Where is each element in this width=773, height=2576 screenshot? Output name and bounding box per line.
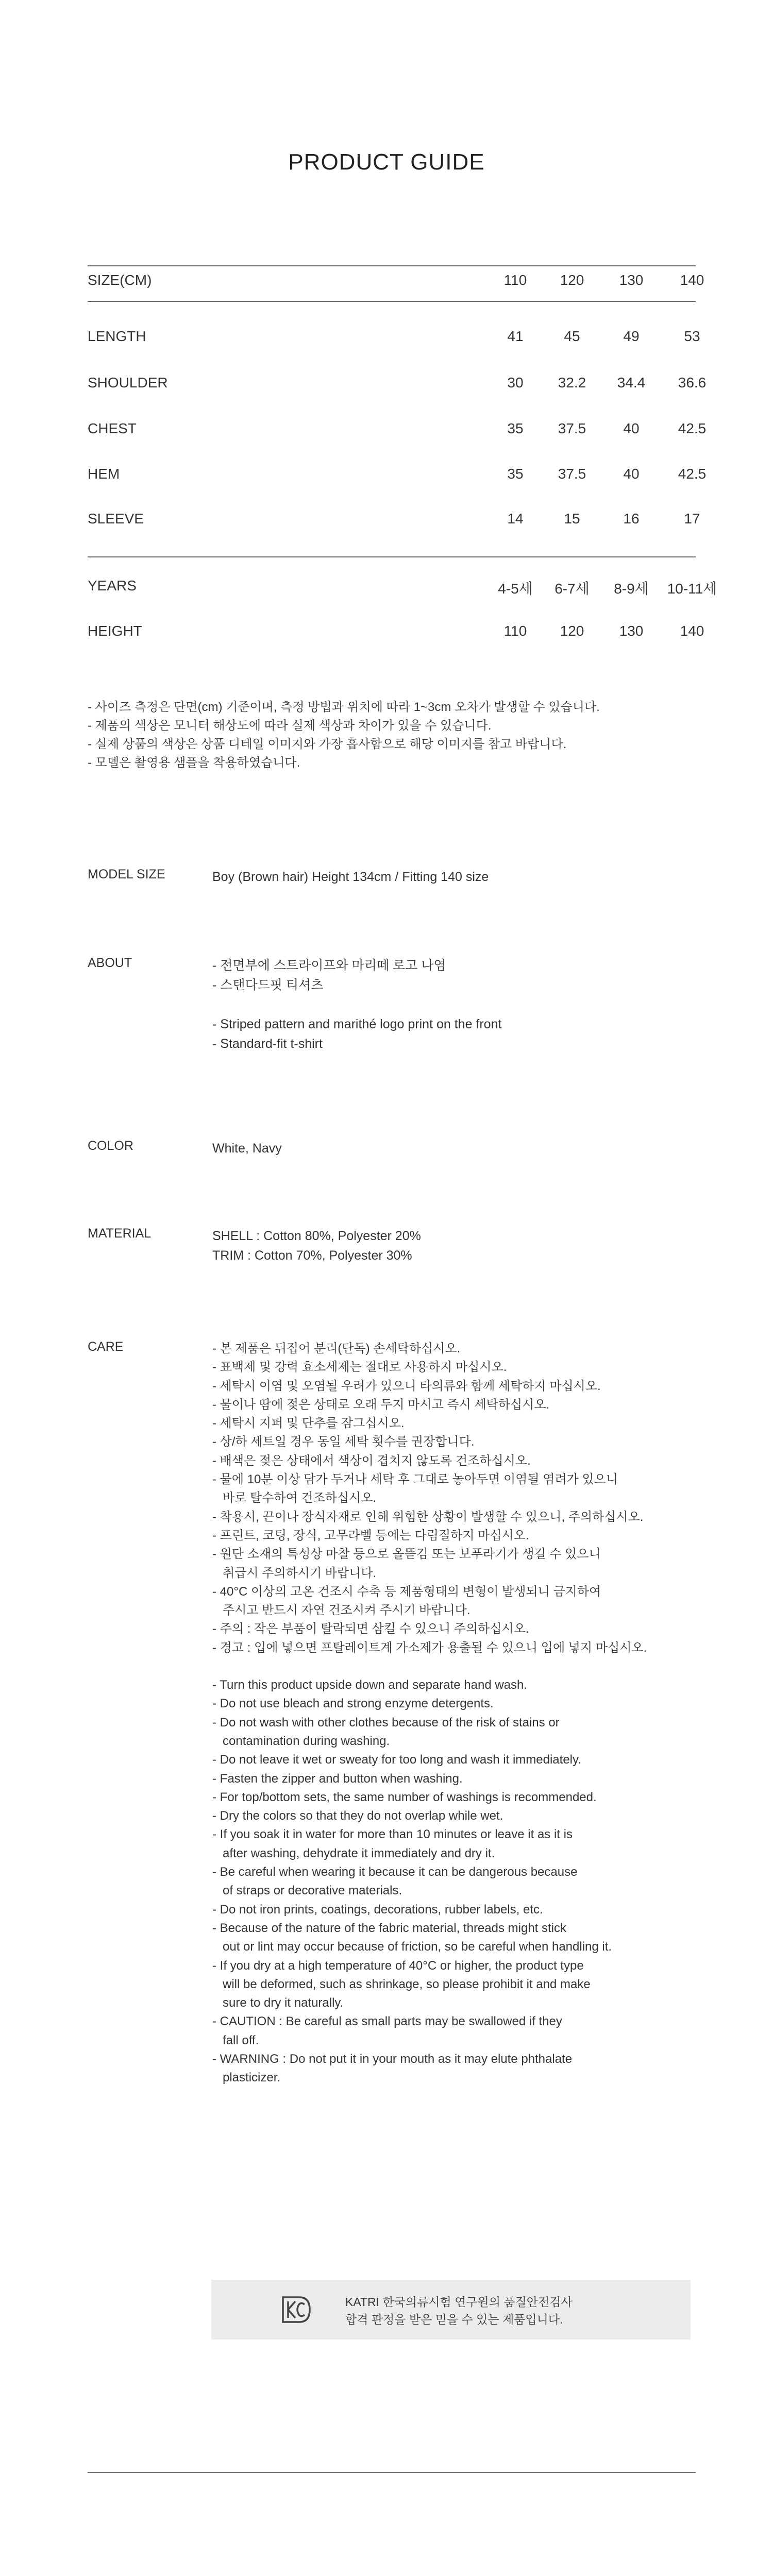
care-line: - If you dry at a high temperature of 40°C or higher, the product type — [212, 1958, 584, 1973]
care-line: of straps or decorative materials. — [223, 1884, 402, 1898]
about-line: - Striped pattern and marithé logo print on the front — [212, 1017, 502, 1031]
cell: 36.6 — [678, 375, 707, 391]
table-header-rule — [88, 301, 696, 302]
care-line: 취급시 주의하시기 바랍니다. — [223, 1566, 377, 1580]
row-label: SHOULDER — [88, 375, 168, 391]
care-line: - CAUTION : Be careful as small parts may be swallowed if they — [212, 2014, 562, 2029]
about-line: - 스탠다드핏 티셔츠 — [212, 978, 324, 992]
row-label: HEIGHT — [88, 623, 142, 639]
about-label: ABOUT — [88, 956, 132, 970]
cell: 49 — [623, 328, 640, 344]
cell: 6-7세 — [554, 581, 590, 597]
care-line: - 배색은 젖은 상태에서 색상이 겹치지 않도록 건조하십시오. — [212, 1453, 531, 1468]
care-line: - 세탁시 지퍼 및 단추를 잠그십시오. — [212, 1416, 405, 1431]
cell: 40 — [623, 466, 640, 482]
care-line: - Fasten the zipper and button when washing. — [212, 1771, 463, 1786]
years-row — [88, 578, 717, 598]
cell: 30 — [507, 375, 524, 391]
cell: 32.2 — [558, 375, 586, 391]
care-line: - Do not leave it wet or sweaty for too long and wash it immediately. — [212, 1753, 581, 1767]
cell: 17 — [684, 511, 700, 527]
row-label: HEM — [88, 466, 120, 482]
care-line: - 프린트, 코팅, 장식, 고무라벨 등에는 다림질하지 마십시오. — [212, 1528, 529, 1543]
care-line: - Do not wash with other clothes because of the risk of stains or — [212, 1715, 560, 1730]
page-title: PRODUCT GUIDE — [288, 149, 485, 175]
size-col: 110 — [503, 272, 527, 288]
cell: 16 — [623, 511, 640, 527]
color-value: White, Navy — [212, 1141, 282, 1156]
cell: 37.5 — [558, 420, 586, 436]
care-line: after washing, dehydrate it immediately and dry it. — [223, 1846, 495, 1860]
care-line: fall off. — [223, 2033, 259, 2047]
table-divider — [88, 556, 696, 557]
cell: 42.5 — [678, 420, 707, 436]
care-line: - For top/bottom sets, the same number of washings is recommended. — [212, 1790, 597, 1804]
table-row — [88, 420, 707, 441]
care-line: - 본 제품은 뒤집어 분리(단독) 손세탁하십시오. — [212, 1342, 461, 1355]
cell: 10-11세 — [667, 581, 717, 597]
cell: 15 — [564, 511, 580, 527]
note-line: - 제품의 색상은 모니터 해상도에 따라 실제 색상과 차이가 있을 수 있습니다. — [88, 719, 492, 733]
cell: 34.4 — [617, 375, 646, 391]
care-line: - 표백제 및 강력 효소세제는 절대로 사용하지 마십시오. — [212, 1360, 507, 1375]
care-line: - 세탁시 이염 및 오염될 우려가 있으니 타의류와 함께 세탁하지 마십시오. — [212, 1379, 601, 1393]
care-line: sure to dry it naturally. — [223, 1996, 344, 2010]
size-header-row — [88, 272, 704, 293]
about-line: - Standard-fit t-shirt — [212, 1037, 323, 1051]
care-line: plasticizer. — [223, 2071, 281, 2085]
section-divider — [88, 2472, 696, 2473]
care-line: - 착용시, 끈이나 장식자재로 인해 위험한 상황이 발생할 수 있으니, 주의하십시오. — [212, 1510, 644, 1524]
care-body — [212, 1340, 728, 2088]
care-line: - Do not iron prints, coatings, decorations, rubber labels, etc. — [212, 1902, 543, 1917]
size-col: 120 — [560, 272, 584, 288]
care-line: - Because of the nature of the fabric material, threads might stick — [212, 1921, 566, 1935]
height-row — [88, 623, 704, 643]
note-line: - 사이즈 측정은 단면(cm) 기준이며, 측정 방법과 위치에 따라 1~3cm 오차가 발생할 수 있습니다. — [88, 700, 600, 714]
about-line: - 전면부에 스트라이프와 마리떼 로고 나염 — [212, 958, 446, 973]
size-col: 140 — [680, 272, 704, 288]
kc-line: 합격 판정을 받은 믿을 수 있는 제품입니다. — [345, 2313, 563, 2326]
care-line: out or lint may occur because of friction, so be careful when handling it. — [223, 1940, 612, 1954]
row-label: CHEST — [88, 420, 137, 436]
cell: 120 — [560, 623, 584, 639]
table-row — [88, 328, 700, 349]
model-size-label: MODEL SIZE — [88, 867, 165, 882]
care-label: CARE — [88, 1340, 124, 1354]
care-line: 바로 탈수하여 건조하십시오. — [223, 1491, 377, 1505]
about-body — [212, 956, 728, 1054]
care-line: - 원단 소재의 특성상 마찰 등으로 올뜯김 또는 보푸라기가 생길 수 있으니 — [212, 1547, 601, 1562]
care-line: - Dry the colors so that they do not overlap while wet. — [212, 1809, 503, 1823]
row-label: SLEEVE — [88, 511, 144, 527]
cell: 130 — [619, 623, 644, 639]
care-line: - 40°C 이상의 고온 건조시 수축 등 제품형태의 변형이 발생되니 금지하여 — [212, 1584, 601, 1599]
cell: 37.5 — [558, 466, 586, 482]
cell: 14 — [507, 511, 524, 527]
material-body — [212, 1226, 728, 1265]
size-col: 130 — [619, 272, 644, 288]
note-line: - 실제 상품의 색상은 상품 디테일 이미지와 가장 흡사함으로 해당 이미지를 참고 바랍니다. — [88, 737, 567, 751]
cell: 8-9세 — [614, 581, 649, 597]
care-line: contamination during washing. — [223, 1734, 390, 1748]
cell: 35 — [507, 420, 524, 436]
kc-mark-icon — [281, 2294, 312, 2325]
table-row — [88, 511, 700, 531]
care-line: - Turn this product upside down and separate hand wash. — [212, 1678, 528, 1692]
size-header-label: SIZE(CM) — [88, 272, 152, 288]
cell: 42.5 — [678, 466, 707, 482]
care-line: - 물이나 땀에 젖은 상태로 오래 두지 마시고 즉시 세탁하십시오. — [212, 1397, 550, 1412]
cell: 40 — [623, 420, 640, 436]
material-shell: SHELL : Cotton 80%, Polyester 20% — [212, 1229, 421, 1243]
care-line: - 주의 : 작은 부품이 탈락되면 삼킬 수 있으니 주의하십시오. — [212, 1622, 529, 1636]
cell: 4-5세 — [498, 581, 533, 597]
care-line: - WARNING : Do not put it in your mouth as it may elute phthalate — [212, 2052, 573, 2066]
kc-certification-box — [211, 2280, 691, 2340]
material-label: MATERIAL — [88, 1226, 152, 1241]
note-line: - 모델은 촬영용 샘플을 착용하였습니다. — [88, 756, 300, 770]
color-label: COLOR — [88, 1139, 133, 1153]
cell: 53 — [684, 328, 700, 344]
cell: 140 — [680, 623, 704, 639]
cell: 45 — [564, 328, 580, 344]
row-label: LENGTH — [88, 328, 146, 344]
care-line: will be deformed, such as shrinkage, so please prohibit it and make — [223, 1977, 591, 1991]
table-row — [88, 466, 707, 486]
size-notes — [88, 698, 600, 772]
table-top-rule — [88, 265, 696, 266]
kc-text — [345, 2293, 573, 2328]
care-line: - If you soak it in water for more than 10 minutes or leave it as it is — [212, 1827, 573, 1842]
cell: 110 — [503, 623, 527, 639]
care-line: - 상/하 세트일 경우 동일 세탁 횟수를 권장합니다. — [212, 1435, 475, 1449]
model-size-value: Boy (Brown hair) Height 134cm / Fitting 140 size — [212, 870, 489, 884]
care-line: 주시고 반드시 자연 건조시켜 주시기 바랍니다. — [223, 1603, 470, 1618]
material-trim: TRIM : Cotton 70%, Polyester 30% — [212, 1248, 412, 1263]
table-row — [88, 375, 707, 395]
care-line: - 경고 : 입에 넣으면 프탈레이트계 가소제가 용출될 수 있으니 입에 넣지 마십시오. — [212, 1640, 647, 1655]
row-label: YEARS — [88, 578, 137, 594]
care-line: - Be careful when wearing it because it can be dangerous because — [212, 1865, 578, 1879]
care-line: - 물에 10분 이상 담가 두거나 세탁 후 그대로 놓아두면 이염될 염려가 있으니 — [212, 1472, 618, 1487]
cell: 35 — [507, 466, 524, 482]
cell: 41 — [507, 328, 524, 344]
kc-line: KATRI 한국의류시험 연구원의 품질안전검사 — [345, 2295, 573, 2309]
care-line: - Do not use bleach and strong enzyme detergents. — [212, 1697, 494, 1711]
